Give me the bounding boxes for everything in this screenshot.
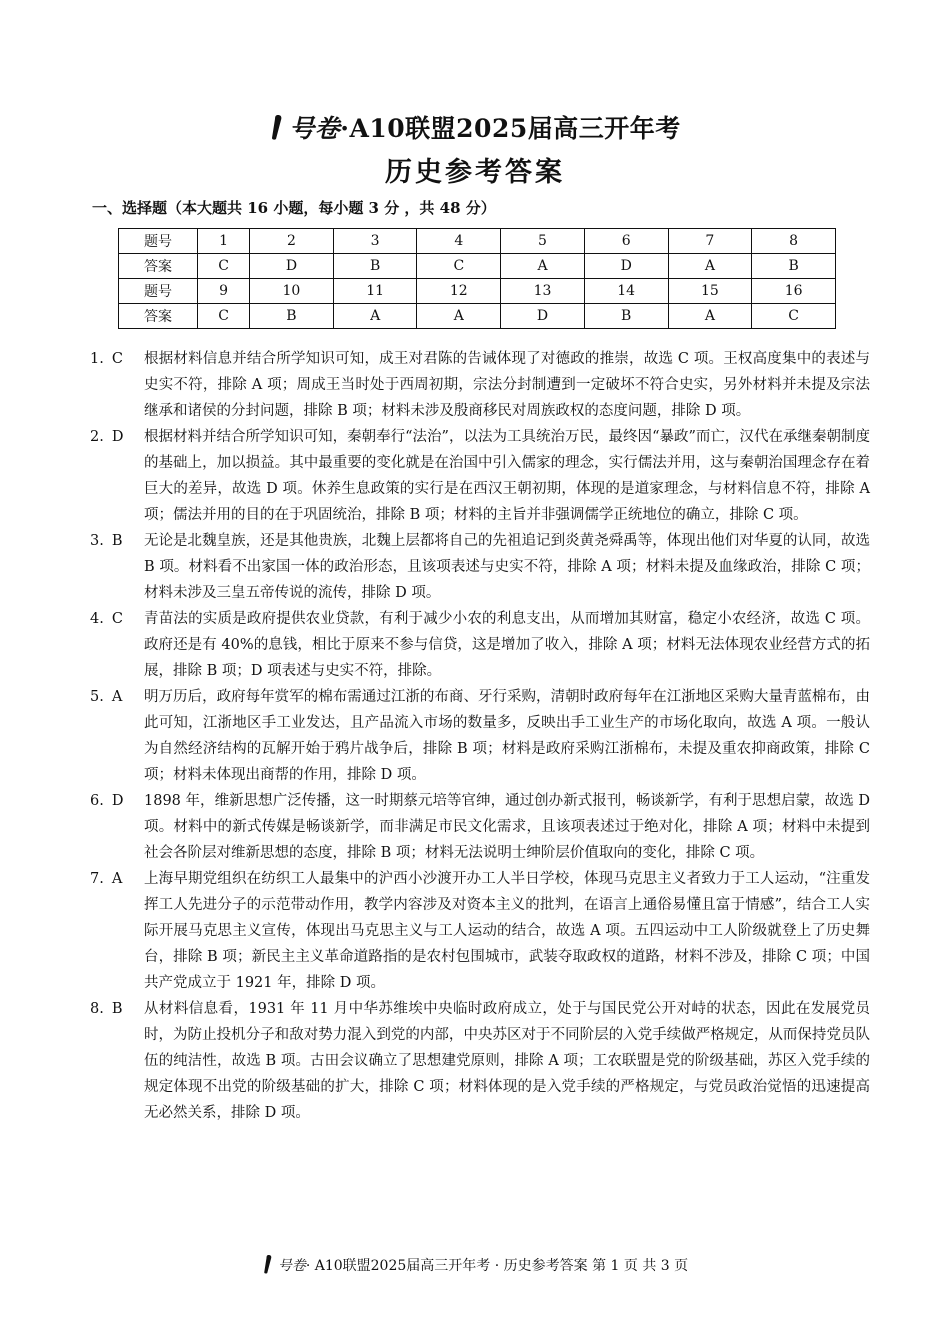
explanation-number — [90, 996, 144, 1126]
answer-table-cell: B — [250, 304, 334, 329]
answer-table-cell: 6 — [584, 229, 668, 254]
explanation-item — [90, 866, 870, 996]
answer-table-cell: D — [584, 254, 668, 279]
explanation-number — [90, 424, 144, 528]
answer-table-cell: A — [417, 304, 501, 329]
answer-table-cell: B — [584, 304, 668, 329]
question-answer: D — [111, 793, 124, 809]
answer-table-cell: 14 — [584, 279, 668, 304]
question-number: 4. — [90, 611, 104, 627]
answer-table-cell: A — [668, 254, 752, 279]
answer-table-row-label: 答案 — [119, 304, 198, 329]
answer-table-cell: D — [501, 304, 585, 329]
answer-table-row — [119, 229, 836, 254]
answer-table-cell: 16 — [752, 279, 836, 304]
question-number: 5. — [90, 689, 104, 705]
question-answer: C — [111, 611, 123, 627]
explanation-number — [90, 866, 144, 996]
footer-brand-name: 号卷 — [277, 1258, 306, 1274]
answer-table-cell: 11 — [333, 279, 417, 304]
explanation-text: 从材料信息看，1931 年 11 月中华苏维埃中央临时政府成立，处于与国民党公开对峙的状态，因此在发展党员时，为防止投机分子和敌对势力混入到党的内部，中央苏区对于不同阶层的入党手续做严格规定，从而保持党员队伍的纯洁性，故选 B 项。古田会议确立了思想建党原则，排除 A 项；工农联盟是党的阶级基础，苏区入党手续的规定体现不出党的阶级基础的扩大，排除 C 项；材料体现的是入党手续的严格规定，与党员政治觉悟的迅速提高无必然关系，排除 D 项。 — [144, 1001, 870, 1121]
document-subtitle: 历史参考答案 — [385, 157, 565, 188]
footer-brand-logo-icon — [262, 1254, 274, 1280]
explanation-text: 青苗法的实质是政府提供农业贷款，有利于减少小农的利息支出，从而增加其财富，稳定小农经济，故选 C 项。政府还是有 40%的息钱，相比于原来不参与信贷，这是增加了收入，排除 A 项；材料无法体现农业经营方式的拓展，排除 B 项；D 项表述与史实不符，排除。 — [144, 611, 870, 679]
page-footer — [0, 1254, 950, 1280]
answer-table-cell: 8 — [752, 229, 836, 254]
question-answer: A — [111, 689, 123, 705]
explanation-number — [90, 606, 144, 684]
answer-table-cell: 1 — [198, 229, 250, 254]
question-answer: A — [111, 871, 123, 887]
answer-table-cell: A — [333, 304, 417, 329]
explanation-item — [90, 684, 870, 788]
explanation-item — [90, 346, 870, 424]
answer-table-cell: 4 — [417, 229, 501, 254]
answer-table-cell: 12 — [417, 279, 501, 304]
explanation-number — [90, 788, 144, 866]
question-answer: B — [111, 533, 123, 549]
footer-page-number: 第 1 页 — [592, 1258, 638, 1274]
question-number: 8. — [90, 1001, 104, 1017]
explanation-text: 无论是北魏皇族，还是其他贵族，北魏上层都将自己的先祖追记到炎黄尧舜禹等，体现出他们对华夏的认同，故选 B 项。材料看不出家国一体的政治形态，且该项表述与史实不符，排除 A 项；材料未提及血缘政治，排除 C 项；材料未涉及三皇五帝传说的流传，排除 D 项。 — [144, 533, 870, 601]
title-separator: · — [340, 114, 350, 143]
explanation-item — [90, 996, 870, 1126]
document-header — [0, 112, 950, 193]
explanation-number — [90, 684, 144, 788]
explanation-number — [90, 528, 144, 606]
answer-table-cell: 3 — [333, 229, 417, 254]
answer-table-row — [119, 279, 836, 304]
answer-table-cell: B — [752, 254, 836, 279]
answer-table-cell: 2 — [250, 229, 334, 254]
answer-table-cell: C — [198, 254, 250, 279]
explanation-item — [90, 788, 870, 866]
answer-table — [118, 228, 836, 329]
answer-table-cell: C — [417, 254, 501, 279]
question-number: 2. — [90, 429, 104, 445]
exam-title — [0, 112, 950, 149]
exam-name: A10联盟2025届高三开年考 — [349, 114, 681, 143]
answer-table-cell: 13 — [501, 279, 585, 304]
footer-page-total: 共 3 页 — [642, 1258, 689, 1274]
section-heading: 一、选择题（本大题共 16 小题，每小题 3 分 ，共 48 分） — [92, 199, 496, 217]
answer-table-cell: 10 — [250, 279, 334, 304]
answer-table-row — [119, 304, 836, 329]
explanation-text: 根据材料并结合所学知识可知，秦朝奉行“法治”，以法为工具统治万民，最终因“暴政”而亡，汉代在承继秦朝制度的基础上，加以损益。其中最重要的变化就是在治国中引入儒家的理念，实行儒法并用，这与秦朝治国理念存在着巨大的差异，故选 D 项。休养生息政策的实行是在西汉王朝初期，体现的是道家理念，与材料信息不符，排除 A 项；儒法并用的目的在于巩固统治，排除 B 项；材料的主旨并非强调儒学正统地位的确立，排除 C 项。 — [144, 429, 870, 523]
explanation-text: 根据材料信息并结合所学知识可知，成王对君陈的告诫体现了对德政的推崇，故选 C 项。王权高度集中的表述与史实不符，排除 A 项；周成王当时处于西周初期，宗法分封制遭到一定破坏不符合史实，另外材料并未提及宗法继承和诸侯的分封问题，排除 B 项；材料未涉及殷商移民对周族政权的态度问题，排除 D 项。 — [144, 351, 870, 419]
brand-logo-icon — [269, 114, 285, 149]
explanation-item — [90, 424, 870, 528]
answer-table-cell: 5 — [501, 229, 585, 254]
answer-table-row-label: 题号 — [119, 229, 198, 254]
explanation-list — [90, 346, 870, 1126]
explanation-text: 明万历后，政府每年赏军的棉布需通过江浙的布商、牙行采购，清朝时政府每年在江浙地区采购大量青蓝棉布，由此可知，江浙地区手工业发达，且产品流入市场的数量多，反映出手工业生产的市场化取向，故选 A 项。一般认为自然经济结构的瓦解开始于鸦片战争后，排除 B 项；材料是政府采购江浙棉布，未提及重农抑商政策，排除 C 项；材料未体现出商帮的作用，排除 D 项。 — [144, 689, 870, 783]
question-number: 1. — [90, 351, 104, 367]
answer-table-cell: C — [198, 304, 250, 329]
question-number: 3. — [90, 533, 104, 549]
answer-table-cell: 15 — [668, 279, 752, 304]
question-answer: C — [111, 351, 123, 367]
answer-table-cell: D — [250, 254, 334, 279]
question-answer: B — [111, 1001, 123, 1017]
answer-table-cell: B — [333, 254, 417, 279]
brand-name: 号卷 — [289, 114, 341, 143]
question-number: 6. — [90, 793, 104, 809]
answer-table-cell: 7 — [668, 229, 752, 254]
answer-table-row — [119, 254, 836, 279]
answer-table-row-label: 答案 — [119, 254, 198, 279]
explanation-text: 上海早期党组织在纺织工人最集中的沪西小沙渡开办工人半日学校，体现马克思主义者致力于工人运动，“注重发挥工人先进分子的示范带动作用，教学内容涉及对资本主义的批判，在语言上通俗易懂且富于情感”，结合工人实际开展马克思主义宣传，体现出马克思主义与工人运动的结合，故选 A 项。五四运动中工人阶级就登上了历史舞台，排除 B 项；新民主主义革命道路指的是农村包围城市，武装夺取政权的道路，材料不涉及，排除 C 项；中国共产党成立于 1921 年，排除 D 项。 — [144, 871, 870, 991]
answer-table-row-label: 题号 — [119, 279, 198, 304]
answer-table-cell: C — [752, 304, 836, 329]
explanation-item — [90, 528, 870, 606]
explanation-number — [90, 346, 144, 424]
answer-table-cell: A — [668, 304, 752, 329]
question-number: 7. — [90, 871, 104, 887]
explanation-item — [90, 606, 870, 684]
footer-text: · A10联盟2025届高三开年考 · 历史参考答案 — [305, 1258, 588, 1274]
explanation-text: 1898 年，维新思想广泛传播，这一时期蔡元培等官绅，通过创办新式报刊，畅谈新学，有利于思想启蒙，故选 D 项。材料中的新式传媒是畅谈新学，而非满足市民文化需求，且该项表述过于绝对化，排除 A 项；材料中未提到社会各阶层对维新思想的态度，排除 B 项；材料无法说明士绅阶层价值取向的变化，排除 C 项。 — [144, 793, 870, 861]
answer-table-cell: 9 — [198, 279, 250, 304]
question-answer: D — [111, 429, 124, 445]
answer-table-cell: A — [501, 254, 585, 279]
